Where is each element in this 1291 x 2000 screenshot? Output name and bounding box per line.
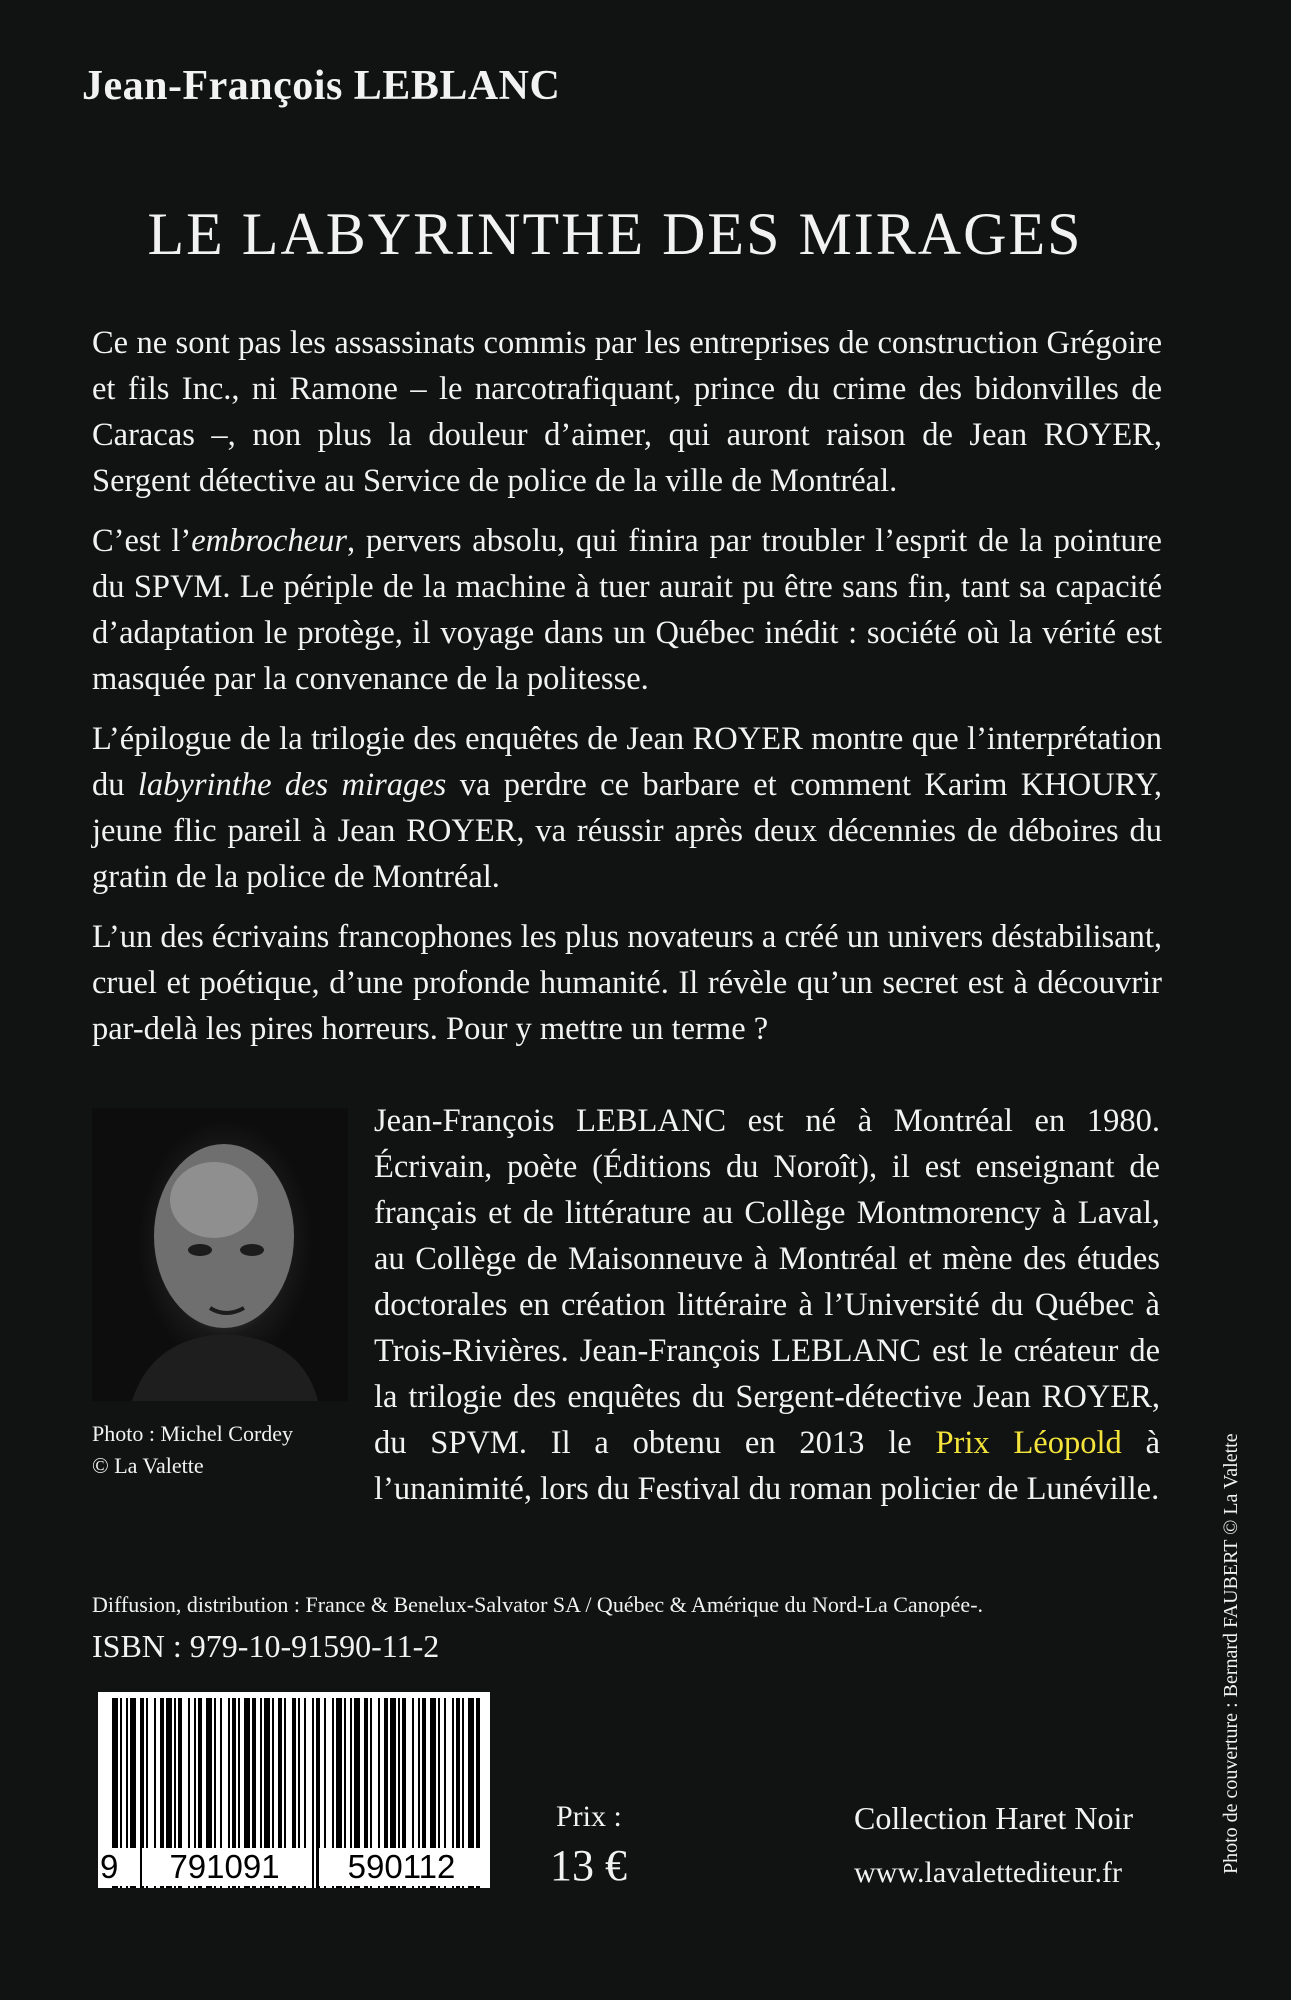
blurb <box>92 320 1162 1066</box>
cover-photo-credit: Photo de couverture : Bernard FAUBERT © La Valette <box>1220 1433 1242 1874</box>
photo-credit-copyright: © La Valette <box>92 1453 204 1478</box>
barcode-group-1: 791091 <box>142 1848 307 1886</box>
isbn: ISBN : 979-10-91590-11-2 <box>92 1628 440 1664</box>
photo-credit <box>92 1418 293 1482</box>
barcode <box>98 1692 490 1888</box>
blurb-paragraph-4: L’un des écrivains francophones les plus novateurs a créé un univers déstabilisant, cruel et poétique, d’une profonde humanité. Il révèle qu’un secret est à découvrir par-delà les pires horreurs. Pour y mettre un terme ? <box>92 919 1162 1047</box>
publisher-website: www.lavalettediteur.fr <box>854 1856 1122 1889</box>
price-label: Prix : <box>556 1800 622 1833</box>
bio-end: à l’unanimité, lors du Festival du roman policier de Lunéville. <box>374 1425 1160 1507</box>
blurb-p2-end: , pervers absolu, qui finira par troubler l’esprit de la pointure du SPVM. Le périple de la machine à tuer aurait pu être sans fin, tant sa capacité d’adaptation le protège, il voyage dans un Québec inédit : société où la vérité est masquée par la convenance de la politesse. <box>92 523 1162 697</box>
blurb-paragraph-1: Ce ne sont pas les assassinats commis par les entreprises de construction Grégoire et fils Inc., ni Ramone – le narcotrafiquant, prince du crime des bidonvilles de Caracas –, non plus la douleur d’aimer, qui auront raison de Jean ROYER, Sergent détective au Service de police de la ville de Montréal. <box>92 325 1162 499</box>
blurb-paragraph-3 <box>92 716 1162 900</box>
author-portrait-illustration <box>92 1108 348 1401</box>
price-value: 13 € <box>550 1841 627 1890</box>
author-bio-text <box>374 1098 1160 1512</box>
author-name: Jean-François LEBLANC <box>82 63 561 109</box>
bio-start: Jean-François LEBLANC est né à Montréal en 1980. Écrivain, poète (Éditions du Noroît), il est enseignant de français et de littérature au Collège Montmorency à Laval, au Collège de Maisonneuve à Montréal et mène des études doctorales en création littéraire à l’Université du Québec à Trois-Rivières. Jean-François LEBLANC est le créateur de la trilogie des enquêtes du Sergent-détective Jean ROYER, du SPVM. Il a obtenu en 2013 le <box>374 1103 1160 1461</box>
barcode-group-2: 590112 <box>319 1848 484 1886</box>
blurb-p2-italic: embrocheur <box>191 523 348 559</box>
distribution-info: Diffusion, distribution : France & Benelux-Salvator SA / Québec & Amérique du Nord-La Canopée-. <box>92 1592 984 1617</box>
photo-credit-photographer: Photo : Michel Cordey <box>92 1421 294 1446</box>
blurb-p2-start: C’est l’ <box>92 523 192 559</box>
blurb-p3-italic: labyrinthe des mirages <box>137 767 447 803</box>
blurb-p3-start: L’épilogue de la trilogie des enquêtes de Jean ROYER montre que l’interprétation du <box>92 721 1162 803</box>
barcode-lead-digit: 9 <box>98 1848 136 1886</box>
author-bio <box>374 1098 1160 1512</box>
collection-name: Collection Haret Noir <box>854 1800 1134 1836</box>
award-highlight: Prix Léopold <box>935 1425 1122 1461</box>
book-title: LE LABYRINTHE DES MIRAGES <box>147 201 1083 267</box>
author-photo <box>92 1108 348 1401</box>
blurb-paragraph-2 <box>92 518 1162 702</box>
blurb-p3-end: va perdre ce barbare et comment Karim KHOURY, jeune flic pareil à Jean ROYER, va réussir après deux décennies de déboires du gratin de la police de Montréal. <box>92 767 1162 895</box>
barcode-number <box>98 1848 490 1886</box>
